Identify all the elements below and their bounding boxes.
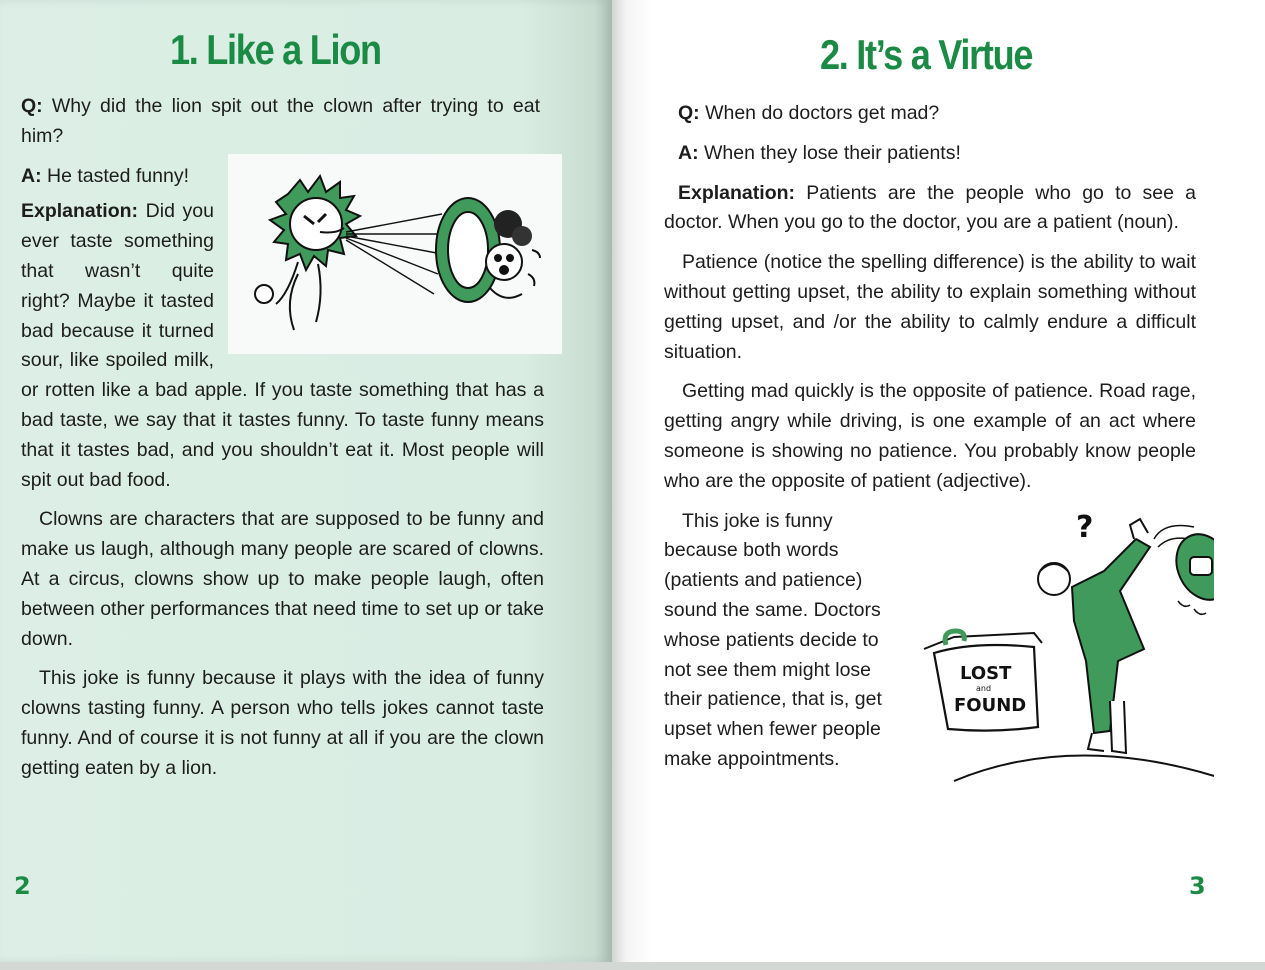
spit-lines <box>346 214 442 294</box>
question-text: When do doctors get mad? <box>699 102 940 124</box>
doctor-lost-found-illustration <box>914 501 1214 791</box>
thrown-bag-icon <box>1154 525 1214 614</box>
left-page-body <box>21 92 544 784</box>
clown-illustration <box>436 198 540 302</box>
box-found-label: FOUND <box>954 694 1027 716</box>
chapter-title-right: 2. It’s a Virtue <box>820 31 1033 78</box>
right-page <box>614 0 1265 962</box>
answer-text: He tasted funny! <box>41 164 189 187</box>
explanation-text: Did you ever taste something that wasn’t quite right? Maybe it tasted bad because it turned sour, like spoiled milk, or rotten like a bad apple. If you taste something that has a bad taste, we say that it tastes funny. To taste funny means that it tastes bad, and you shouldn’t eat it. Most people will spit out bad food. <box>21 200 544 491</box>
answer <box>664 139 1196 169</box>
question-text: Why did the lion spit out the clown after trying to eat him? <box>21 95 540 147</box>
question <box>21 92 544 152</box>
question-label: Q: <box>21 95 43 117</box>
page-number-right: 3 <box>1189 872 1206 900</box>
right-page-body <box>664 99 1196 791</box>
lion-mane-icon <box>255 176 360 330</box>
chapter-title-left: 1. Like a Lion <box>170 26 381 73</box>
lion-illustration <box>228 154 562 354</box>
page-number-left: 2 <box>14 872 31 900</box>
paragraph-patience: Patience (notice the spelling difference) is the ability to wait without getting upset, the ability to explain something without getting upset, and /or the ability to calmly endure a difficult situation. <box>664 251 1196 363</box>
answer-label: A: <box>21 164 42 187</box>
lost-and-found-box-icon <box>924 631 1042 731</box>
left-page <box>0 0 612 962</box>
question-label: Q: <box>678 102 700 124</box>
answer-text: When they lose their patients! <box>698 141 961 164</box>
lion-clown-illustration <box>228 154 562 354</box>
box-small-label: and <box>976 683 992 693</box>
question-mark-icon: ? <box>1076 509 1094 545</box>
question <box>664 99 1196 129</box>
paragraph-joke: This joke is funny because both words (patients and patience) sound the same. Doctors whose patients decide to not see them might lose their patience, that is, get upset when fewer people make appointments. <box>664 509 882 770</box>
doctor-figure <box>1038 519 1150 753</box>
box-lost-label: LOST <box>960 662 1012 684</box>
paragraph-road-rage: Getting mad quickly is the opposite of patience. Road rage, getting angry while driving, is one example of an act where someone is showing no patience. You probably know people who are the opposite of patient (adjective). <box>664 380 1196 492</box>
doctor-illustration <box>914 501 1214 791</box>
explanation-text: Patients are the people who go to see a doctor. When you go to the doctor, you are a patient (noun). <box>664 181 1196 234</box>
explanation <box>664 179 1196 239</box>
answer-label: A: <box>678 141 699 164</box>
explanation-label: Explanation: <box>678 181 796 204</box>
paragraph-clowns: Clowns are characters that are supposed to be funny and make us laugh, although many people are scared of clowns. At a circus, clowns show up to make people laugh, often between other performances that need time to set up or take down. <box>21 508 544 650</box>
paragraph-joke: This joke is funny because it plays with the idea of funny clowns tasting funny. A person who tells jokes cannot taste funny. And of course it is not funny at all if you are the clown getting eaten by a lion. <box>21 667 544 779</box>
explanation-label: Explanation: <box>21 200 139 223</box>
